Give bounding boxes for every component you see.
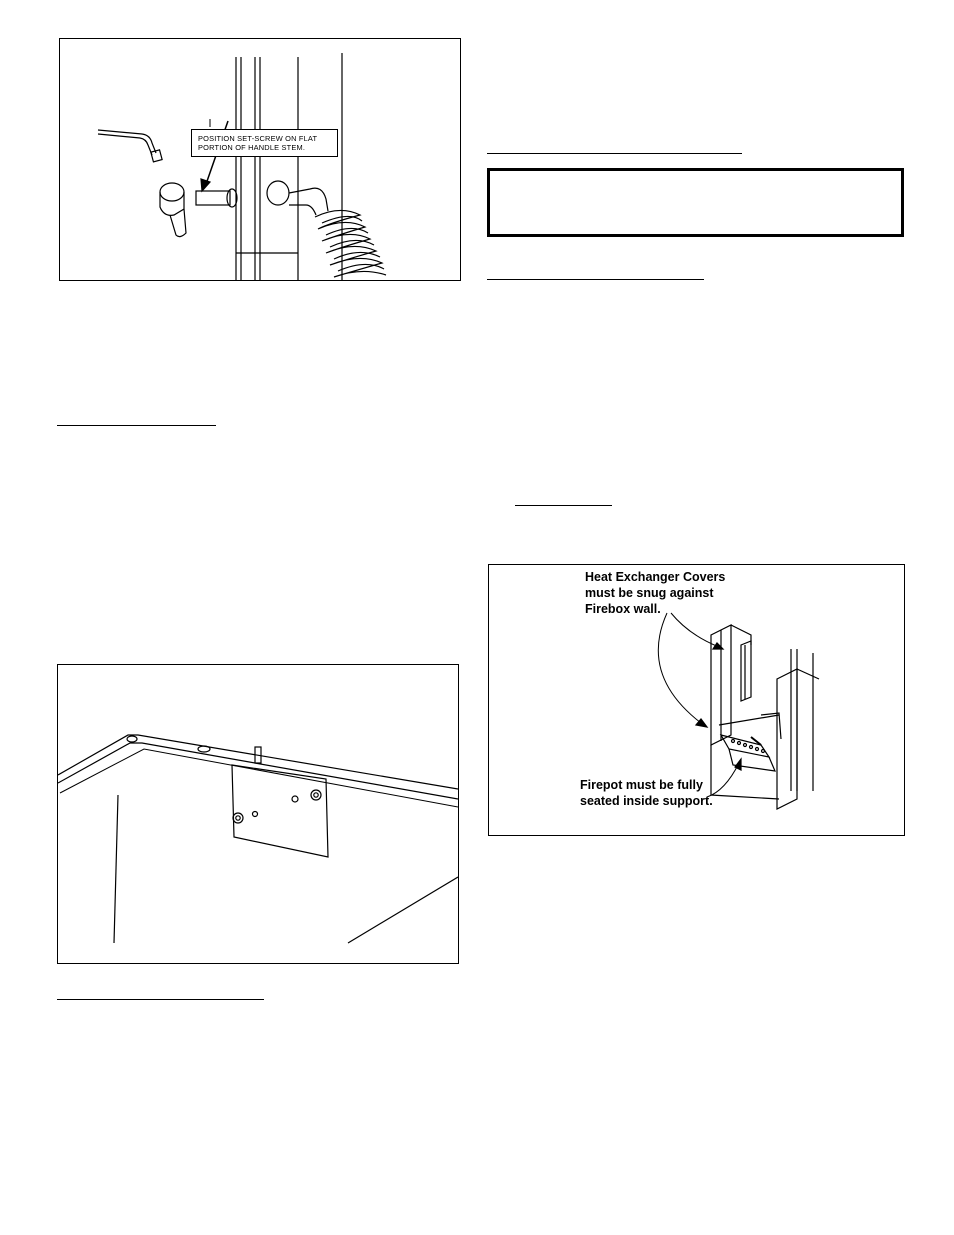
firepot-label-line-2: seated inside support.	[580, 794, 713, 808]
warning-box	[487, 168, 904, 237]
figure-firepot-support	[488, 564, 905, 836]
subheading-rule	[515, 505, 612, 506]
firepot-label-line-1: Firepot must be fully	[580, 778, 703, 792]
section-heading-rule	[57, 425, 216, 426]
heat-exchanger-label-line-2: must be snug against	[585, 586, 714, 600]
section-heading-rule-2	[57, 999, 264, 1000]
heat-exchanger-label	[585, 569, 725, 617]
firepot-label	[580, 777, 713, 809]
bracket-illustration	[58, 665, 458, 963]
figure-firebox-bracket	[57, 664, 459, 964]
heat-exchanger-label-line-3: Firebox wall.	[585, 602, 661, 616]
callout-line-2: PORTION OF HANDLE STEM.	[198, 143, 306, 152]
callout-line-1: POSITION SET-SCREW ON FLAT	[198, 134, 318, 143]
section-heading-rule-4	[487, 279, 704, 280]
figure-handle-set-screw	[59, 38, 461, 281]
set-screw-callout	[191, 129, 338, 157]
heat-exchanger-label-line-1: Heat Exchanger Covers	[585, 570, 726, 584]
handle-illustration	[60, 39, 460, 280]
section-heading-rule-3	[487, 153, 742, 154]
